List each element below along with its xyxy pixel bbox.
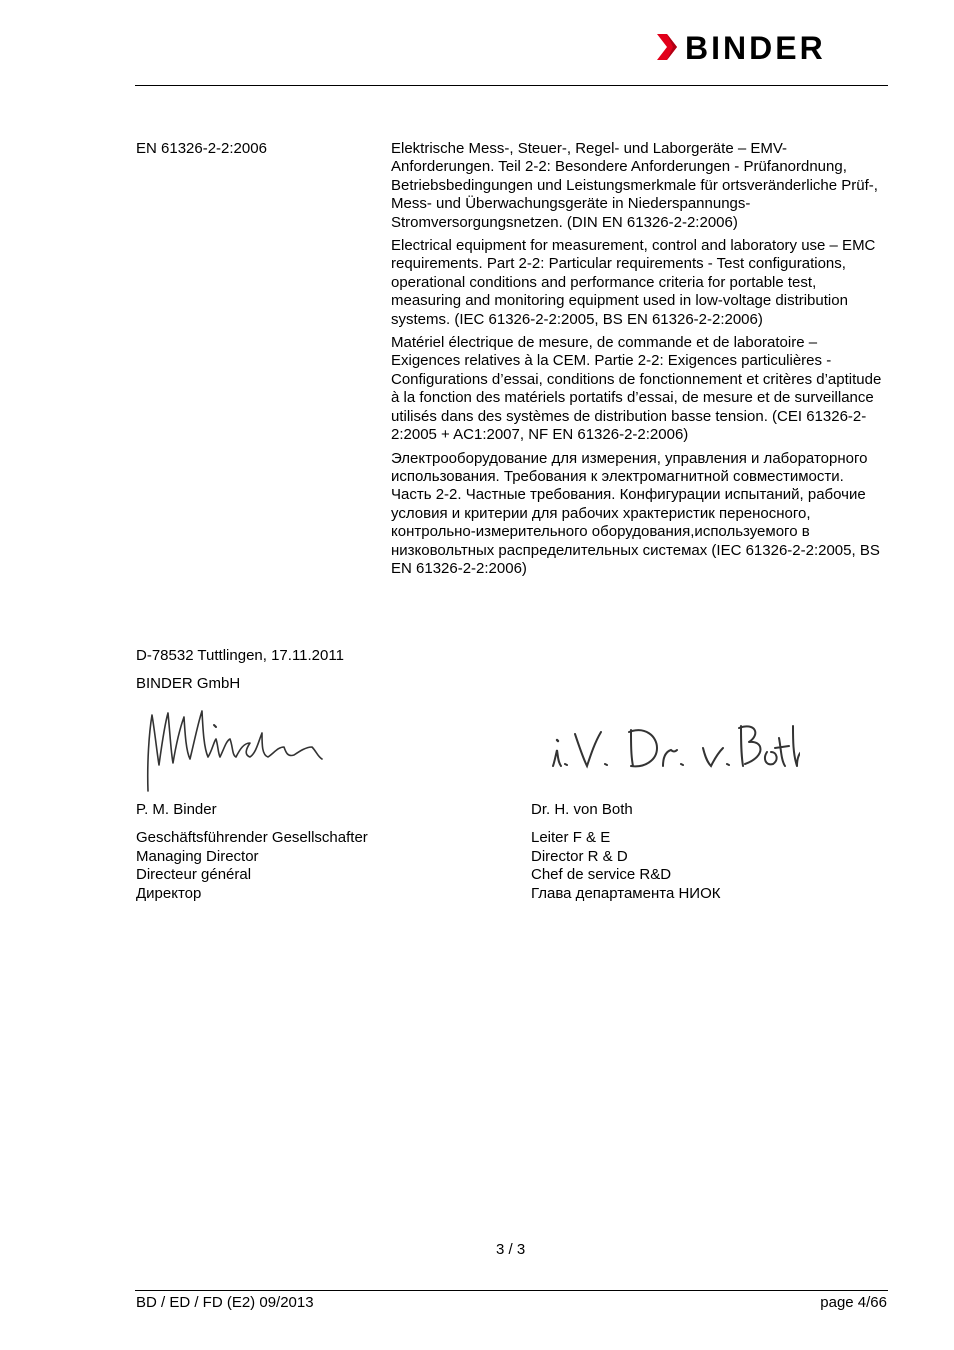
standard-description-fr: Matériel électrique de mesure, de commande et de laboratoire – Exigences relatives à la CEM. Partie 2-2: Exigences particulières - Configurations d’essai, conditions de fonctionnement et critères d’aptitude à la fonction des matériels portatifs d’essai, de mesure et de surveillance utilisés dans des systèmes de distribution basse tension. (CEI 61326-2-2:2005 + AC1:2007, NF EN 61326-2-2:2006) xyxy=(391,334,882,444)
role-ru: Глава департамента НИОК xyxy=(531,884,721,902)
signatory-roles xyxy=(531,829,720,903)
signature-binder xyxy=(140,703,330,795)
standard-description-ru: Электрооборудование для измерения, управления и лабораторного использования. Требования к электромагнитной совместимости. Часть 2-2. Частные требования. Конфигурации испытаний, рабочие условия и критерии для рабочих храктеристик переносного, контрольно-измерительного оборудования,используемого в низковольтных распределительных системах (IEC 61326-2-2:2005, BS EN 61326-2-2:2006) xyxy=(391,449,880,577)
standard-code: EN 61326-2-2:2006 xyxy=(136,140,267,157)
signature-von-both xyxy=(545,718,800,776)
header-rule xyxy=(135,85,888,86)
binder-logo xyxy=(655,30,887,64)
role-fr: Chef de service R&D xyxy=(531,866,672,884)
signatory-left xyxy=(136,801,368,903)
footer-page-number: page 4/66 xyxy=(820,1294,887,1311)
standard-description-en: Electrical equipment for measurement, control and laboratory use – EMC requirements. Part 2-2: Particular requirements - Test configurations, operational conditions and performance criteria for portable test, measuring and monitoring equipment used in low-voltage distribution systems. (IEC 61326-2-2:2005, BS EN 61326-2-2:2006) xyxy=(391,237,876,328)
logo-text: BINDER xyxy=(685,30,826,64)
role-en: Director R & D xyxy=(531,847,628,865)
signatory-name: Dr. H. von Both xyxy=(531,801,633,818)
role-de: Leiter F & E xyxy=(531,829,611,847)
place-date: D-78532 Tuttlingen, 17.11.2011 xyxy=(136,647,344,664)
role-ru: Директор xyxy=(136,884,202,902)
signatory-roles xyxy=(136,829,368,903)
page-count: 3 / 3 xyxy=(496,1241,526,1258)
footer-rule xyxy=(135,1290,888,1291)
standard-description-de: Elektrische Mess-, Steuer-, Regel- und Laborgeräte – EMV-Anforderungen. Teil 2-2: Besondere Anforderungen - Prüfanordnung, Betriebsbedingungen und Leistungsmerkmale für ortsveränderliche Prüf-, Mess- und Überwachungsgeräte in Niederspannungs-Stromversorgungsnetzen. (DIN EN 61326-2-2:2006) xyxy=(391,140,878,231)
role-de: Geschäftsführender Gesellschafter xyxy=(136,829,368,847)
role-fr: Directeur général xyxy=(136,866,252,884)
standard-descriptions xyxy=(391,140,888,583)
signatory-right xyxy=(531,801,720,903)
company-name: BINDER GmbH xyxy=(136,675,241,692)
signatory-name: P. M. Binder xyxy=(136,801,217,818)
footer-doc-ref: BD / ED / FD (E2) 09/2013 xyxy=(136,1294,314,1311)
role-en: Managing Director xyxy=(136,847,259,865)
